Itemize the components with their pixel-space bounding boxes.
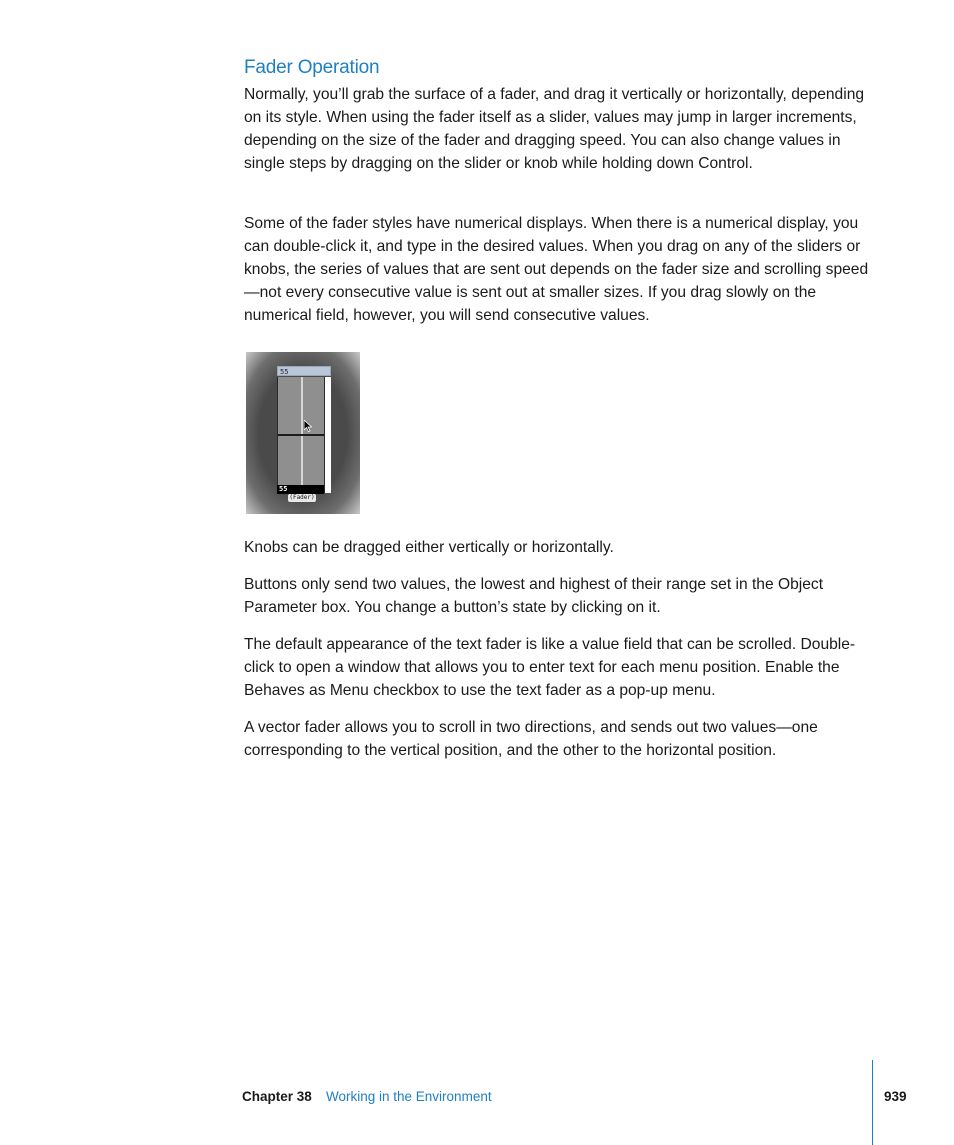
fader-header-display[interactable]: 55 [277,366,331,376]
page-number: 939 [884,1089,907,1104]
fader-center-line [301,377,303,485]
section-title: Fader Operation [244,57,380,78]
fader-scrollbar[interactable] [324,377,331,493]
paragraph-numerical-displays: Some of the fader styles have numerical displays. When there is a numerical display, you can double-click it, and type in the desired values. When you drag on any of the sliders or knobs, the series of values that are sent out depends on the fader size and scrolling speed—not every consecutive value is sent out at smaller sizes. If you drag slowly on the numerical field, however, you will send consecutive values. [244,215,869,324]
paragraph-buttons: Buttons only send two values, the lowest and highest of their range set in the Object Parameter box. You change a button’s state by clicking on it. [244,576,824,616]
pointer-cursor-icon [304,420,312,432]
footer-section-link[interactable]: Working in the Environment [326,1089,492,1104]
paragraph-vector-fader: A vector fader allows you to scroll in two directions, and sends out two values—one corresponding to the vertical position, and the other to the horizontal position. [244,719,818,759]
fader-value-display[interactable]: 55 [277,485,324,494]
fader-handle-line[interactable] [278,434,325,436]
fader-name-label: (Fader) [289,494,315,501]
paragraph-fader-dragging: Normally, you’ll grab the surface of a fader, and drag it vertically or horizontally, depending on its style. When using the fader itself as a slider, values may jump in larger increments, depending on the size of the fader and dragging speed. You can also change values in single steps by dragging on the slider or knob while holding down Control. [244,86,865,172]
paragraph-text-fader: The default appearance of the text fader is like a value field that can be scrolled. Double-click to open a window that allows you to enter text for each menu position. Enable the Behaves as Menu checkbox to use the text fader as a pop-up menu. [244,636,856,699]
footer-chapter: Chapter 38 [242,1089,312,1104]
footer-divider [872,1060,873,1145]
paragraph-knobs: Knobs can be dragged either vertically or horizontally. [244,539,614,556]
fader-figure [246,352,360,514]
fader-slider-surface[interactable] [277,377,325,485]
